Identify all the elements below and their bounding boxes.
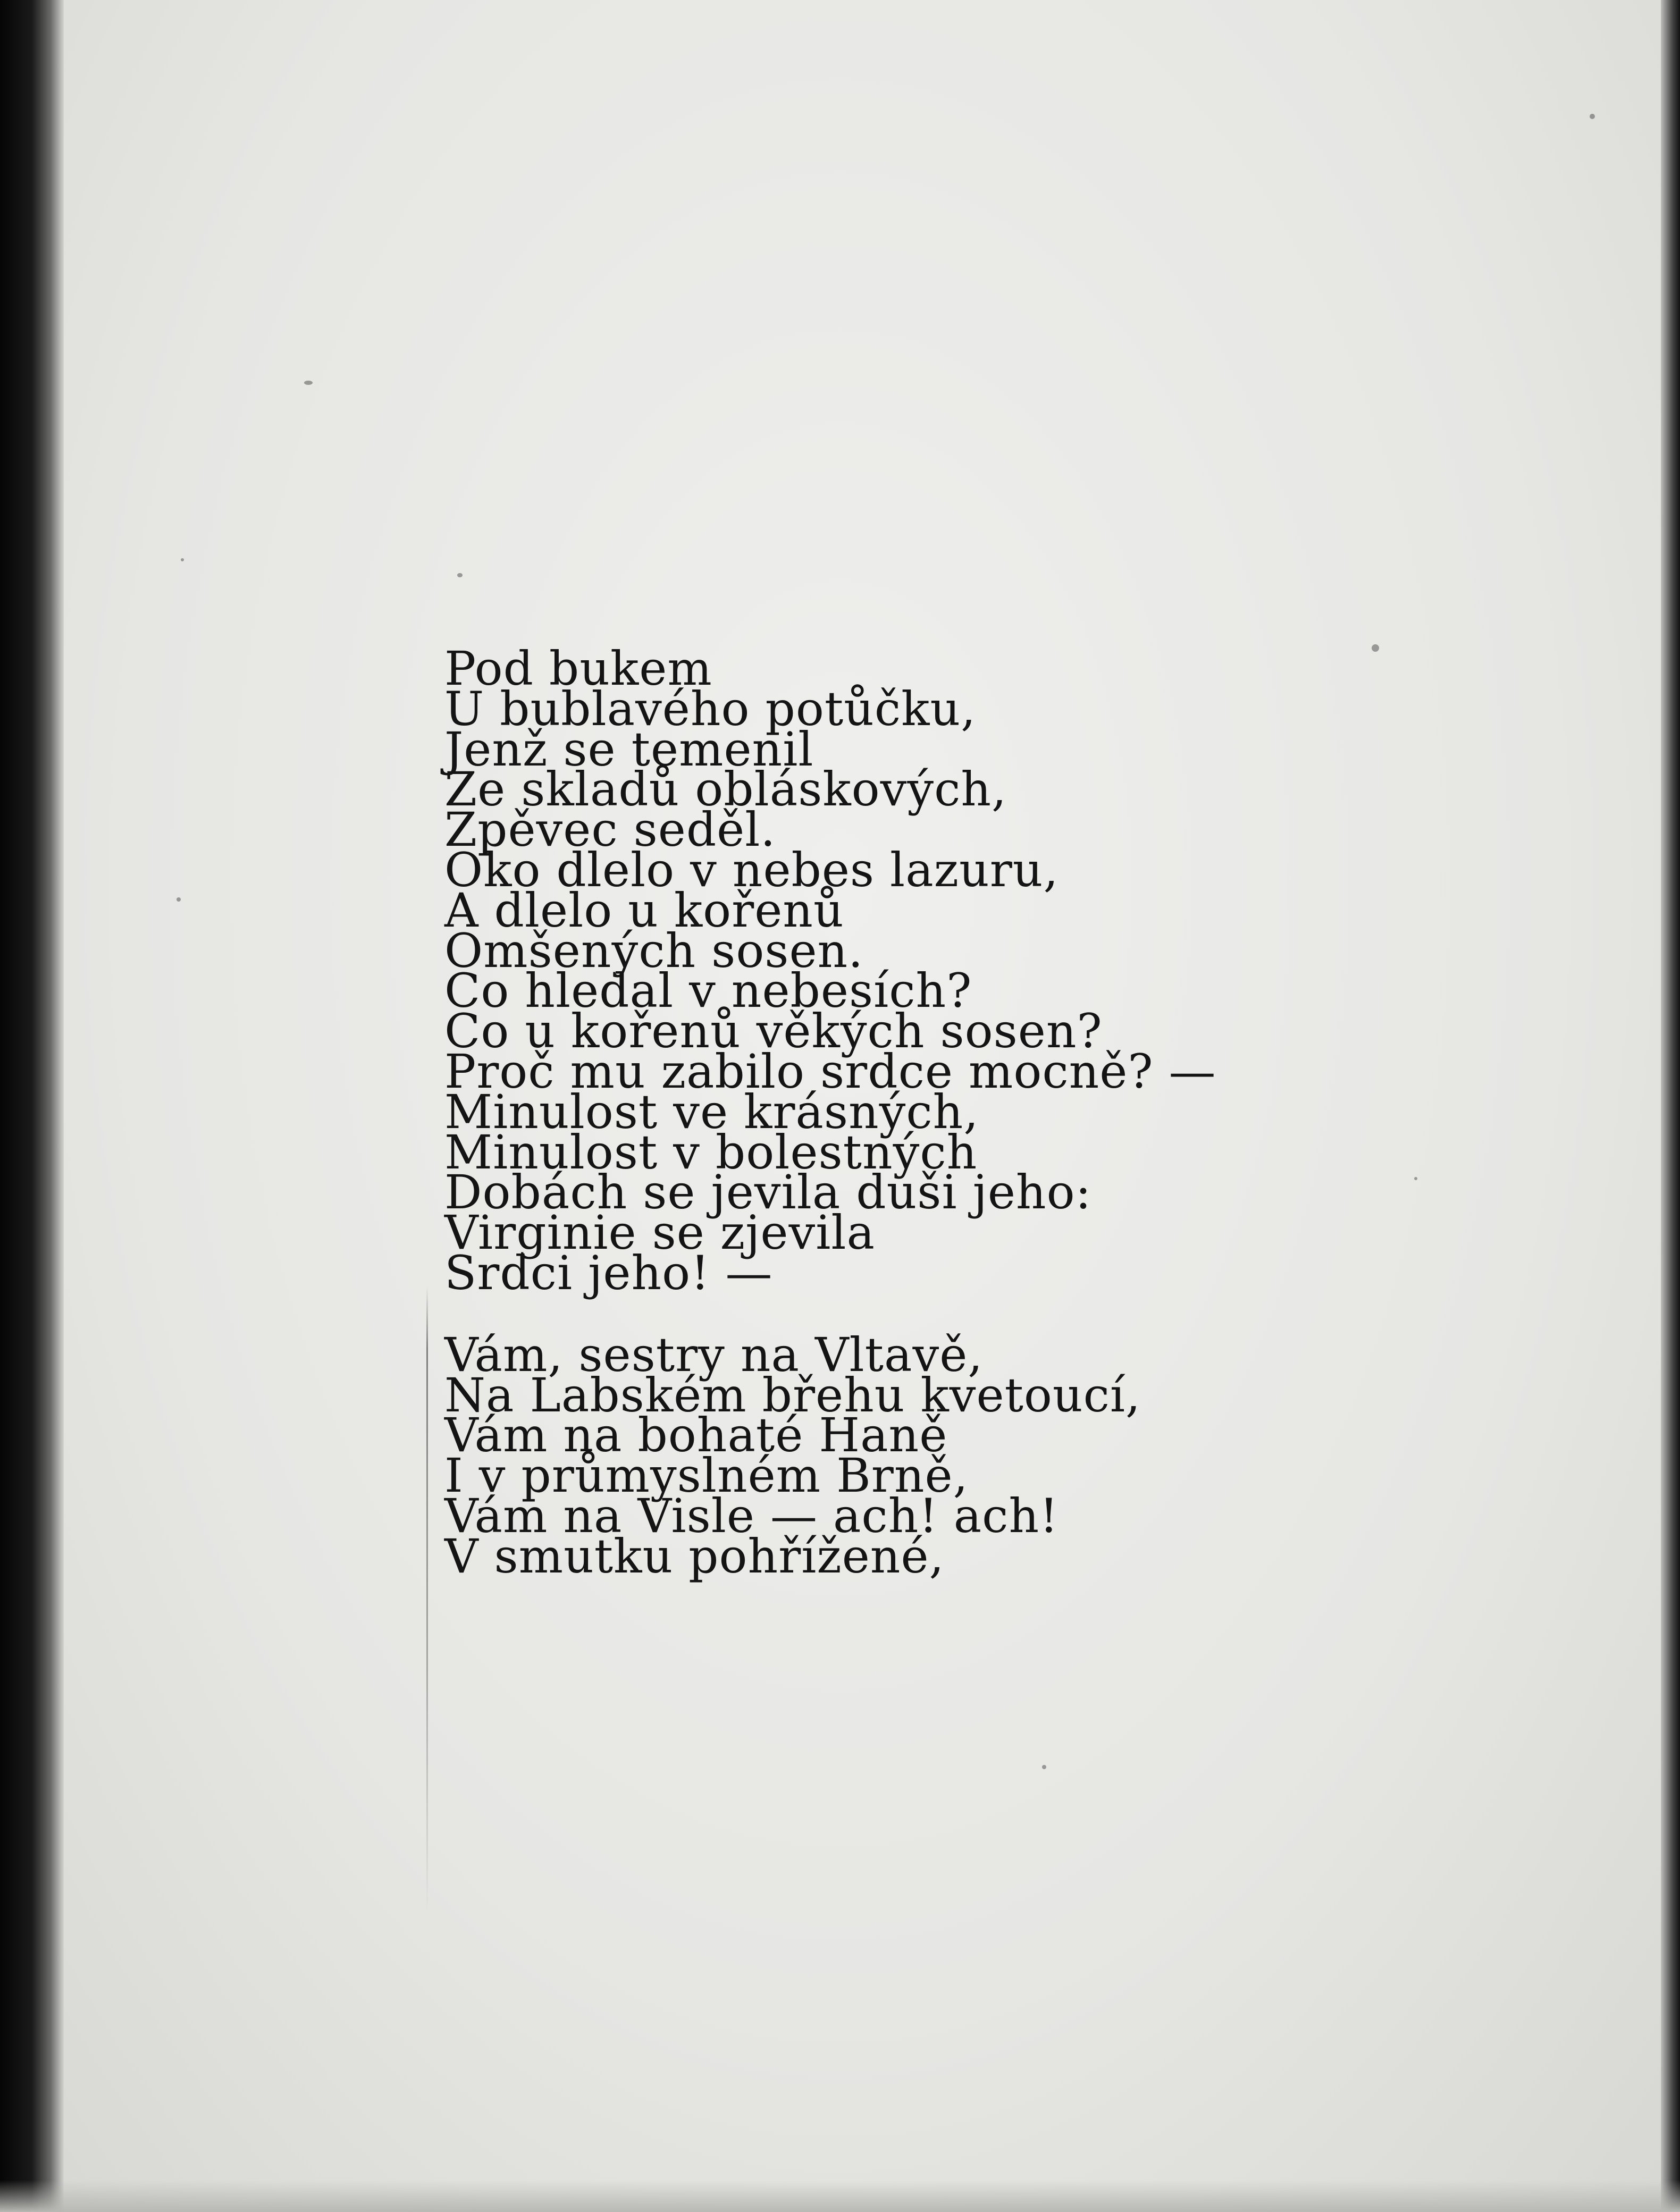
paper-speck bbox=[1414, 1177, 1417, 1180]
page-right-edge bbox=[1661, 0, 1680, 2212]
poem-line: Vám na bohaté Haně bbox=[444, 1408, 948, 1463]
poem-line: I v průmyslném Brně, bbox=[444, 1448, 969, 1503]
poem-line: Minulost ve krásných, bbox=[444, 1084, 979, 1139]
paper-speck bbox=[181, 558, 184, 561]
poem-line: Pod bukem bbox=[444, 641, 712, 696]
poem-line: U bublavého potůčku, bbox=[444, 681, 977, 736]
stanza-2 bbox=[444, 1327, 1401, 1584]
page-bottom-shadow bbox=[0, 2180, 1680, 2212]
paper-speck bbox=[457, 573, 463, 577]
poem-line: Omšených sosen. bbox=[444, 923, 864, 978]
poem-text bbox=[444, 641, 1401, 1584]
poem-line: Vám, sestry na Vltavě, bbox=[444, 1327, 984, 1382]
page-binding-edge bbox=[0, 0, 64, 2212]
poem-line: Ze skladů obláskových, bbox=[444, 762, 1007, 817]
poem-line: Na Labském břehu kvetoucí, bbox=[444, 1367, 1141, 1423]
margin-mark bbox=[426, 1286, 428, 1914]
poem-line: Co u kořenů věkých sosen? bbox=[444, 1004, 1103, 1059]
paper-speck bbox=[304, 381, 313, 385]
poem-line: Virginie se zjevila bbox=[444, 1205, 875, 1260]
poem-line: Co hledal v nebesích? bbox=[444, 963, 972, 1019]
poem-line: Proč mu zabilo srdce mocně? — bbox=[444, 1044, 1216, 1099]
poem-line: V smutku pohřížené, bbox=[444, 1528, 945, 1584]
poem-line: Srdci jeho! — bbox=[444, 1245, 773, 1300]
poem-line: Minulost v bolestných bbox=[444, 1124, 978, 1180]
paper-speck bbox=[1590, 114, 1595, 119]
poem-line: Zpěvec seděl. bbox=[444, 802, 776, 857]
poem-line: Jenž se temenil bbox=[444, 721, 814, 777]
stanza-1 bbox=[444, 641, 1401, 1300]
paper-speck bbox=[1042, 1765, 1046, 1769]
poem-line: Dobách se jevila duši jeho: bbox=[444, 1165, 1092, 1220]
poem-line: Vám na Visle — ach! ach! bbox=[444, 1488, 1059, 1543]
poem-line: Oko dlelo v nebes lazuru, bbox=[444, 842, 1059, 897]
paper-speck bbox=[177, 897, 181, 902]
poem-line: A dlelo u kořenů bbox=[444, 882, 844, 938]
